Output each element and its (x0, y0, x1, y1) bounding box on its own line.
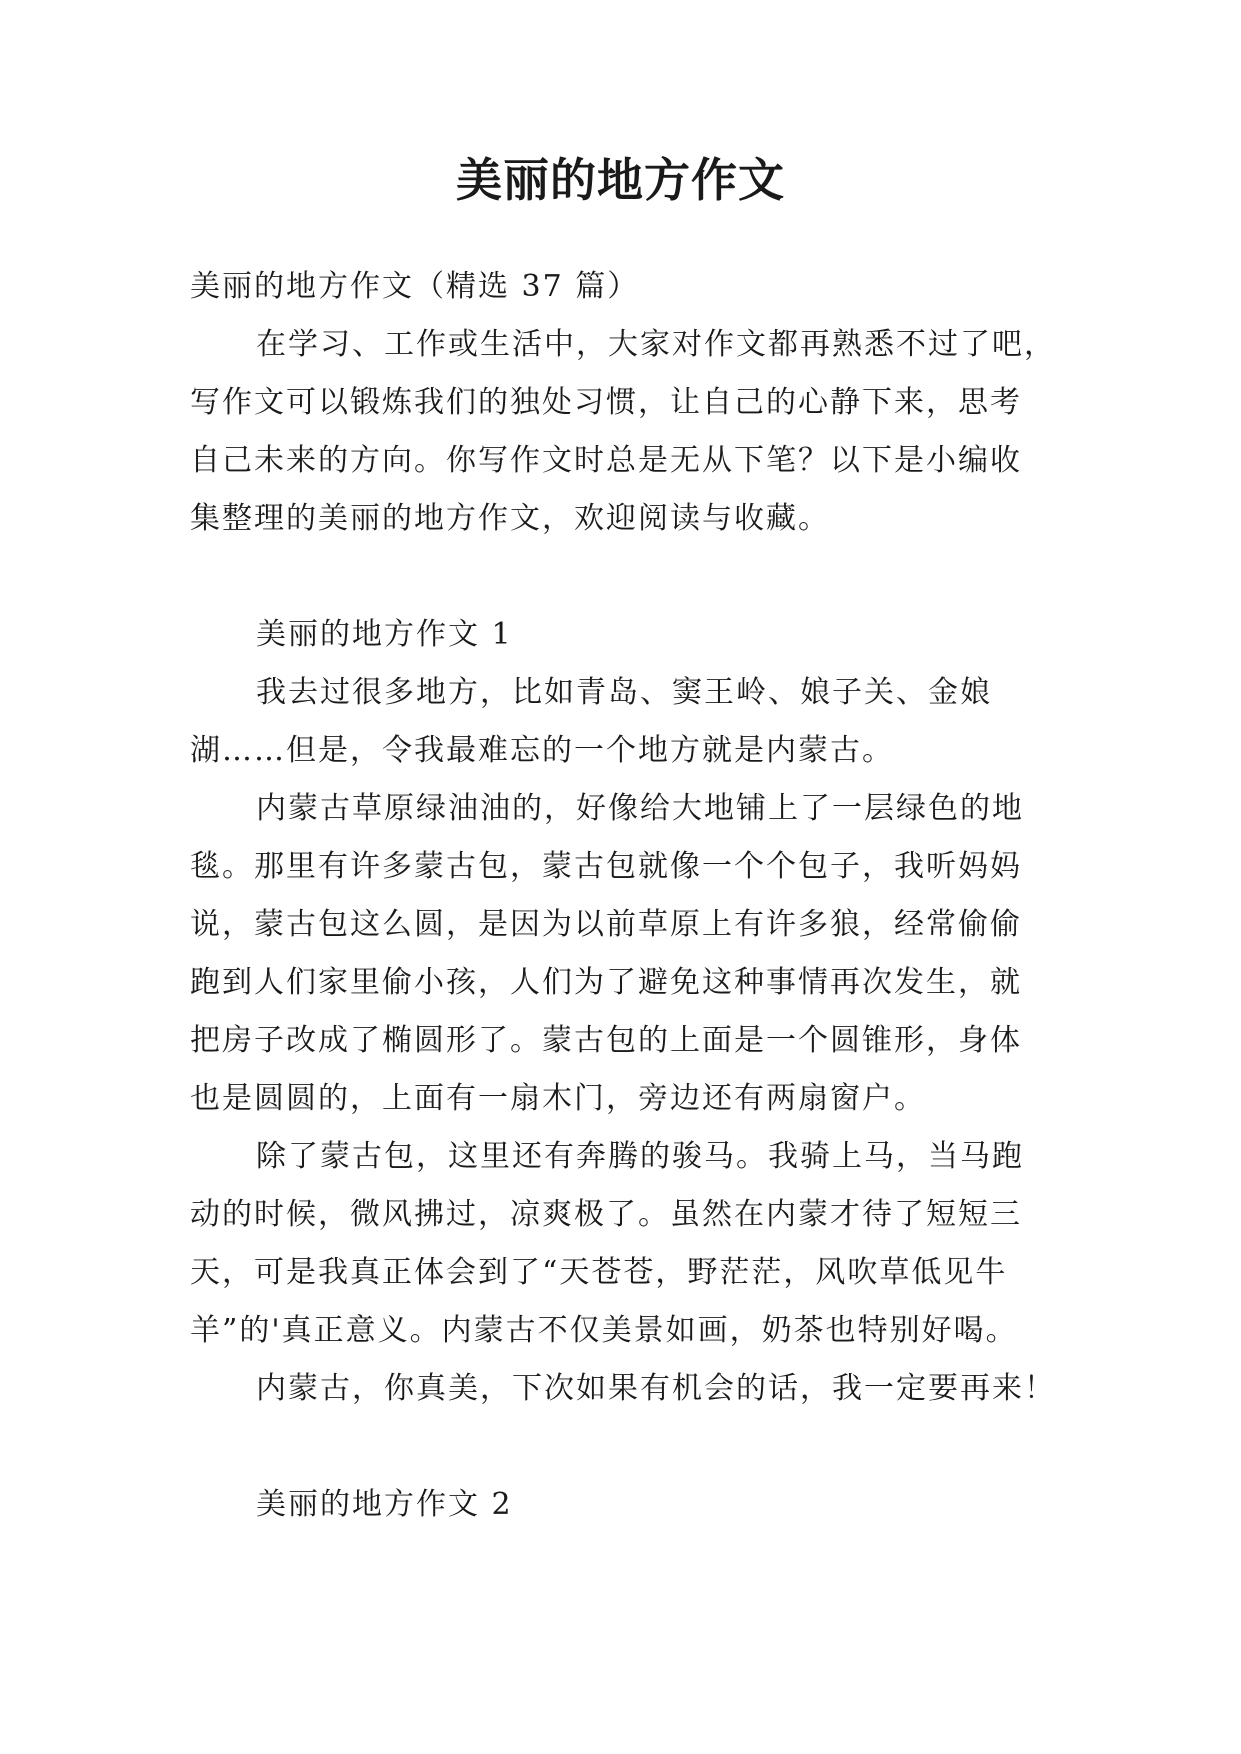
intro-line: 自己未来的方向。你写作文时总是无从下笔？以下是小编收 (190, 443, 1022, 478)
section1-paragraph-1 (190, 664, 1060, 780)
paragraph-line: 动的时候，微风拂过，凉爽极了。虽然在内蒙才待了短短三 (190, 1197, 1022, 1232)
section-spacer (190, 548, 1060, 606)
section-spacer (190, 1418, 1060, 1476)
paragraph-line: 羊”的'真正意义。内蒙古不仅美景如画，奶茶也特别好喝。 (190, 1313, 1018, 1348)
paragraph-line: 我去过很多地方，比如青岛、窦王岭、娘子关、金娘 (256, 675, 992, 710)
section1-paragraph-3 (190, 1128, 1060, 1360)
paragraph-line: 除了蒙古包，这里还有奔腾的骏马。我骑上马，当马跑 (256, 1139, 1024, 1174)
paragraph-line: 跑到人们家里偷小孩，人们为了避免这种事情再次发生，就 (190, 965, 1022, 1000)
document-body (190, 258, 1060, 1534)
document-subtitle: 美丽的地方作文（精选 37 篇） (190, 269, 640, 304)
paragraph-line: 内蒙古草原绿油油的，好像给大地铺上了一层绿色的地 (256, 791, 1024, 826)
paragraph-line: 说，蒙古包这么圆，是因为以前草原上有许多狼，经常偷偷 (190, 907, 1022, 942)
intro-line: 写作文可以锻炼我们的独处习惯，让自己的心静下来，思考 (190, 385, 1022, 420)
intro-paragraph (190, 316, 1060, 548)
paragraph-line: 把房子改成了椭圆形了。蒙古包的上面是一个圆锥形，身体 (190, 1023, 1022, 1058)
section-heading-1: 美丽的地方作文 1 (256, 617, 513, 652)
document-title: 美丽的地方作文 (456, 153, 785, 207)
paragraph-line: 湖……但是，令我最难忘的一个地方就是内蒙古。 (190, 733, 894, 768)
section-heading-2: 美丽的地方作文 2 (256, 1487, 513, 1522)
paragraph-line: 也是圆圆的，上面有一扇木门，旁边还有两扇窗户。 (190, 1081, 926, 1116)
intro-line: 集整理的美丽的地方作文，欢迎阅读与收藏。 (190, 501, 830, 536)
paragraph-line: 内蒙古，你真美，下次如果有机会的话，我一定要再来！ (256, 1371, 1056, 1406)
paragraph-line: 毯。那里有许多蒙古包，蒙古包就像一个个包子，我听妈妈 (190, 849, 1022, 884)
paragraph-line: 天，可是我真正体会到了“天苍苍，野茫茫，风吹草低见牛 (190, 1255, 1008, 1290)
section1-paragraph-4 (190, 1360, 1060, 1418)
section1-paragraph-2 (190, 780, 1060, 1128)
intro-line: 在学习、工作或生活中，大家对作文都再熟悉不过了吧， (256, 327, 1056, 362)
